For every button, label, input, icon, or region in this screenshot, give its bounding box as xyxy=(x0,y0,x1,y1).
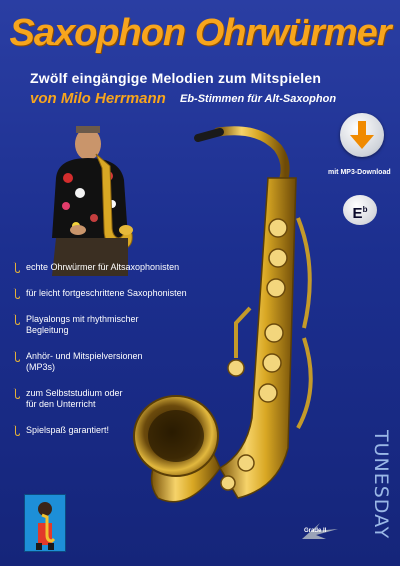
feature-text: echte Ohrwürmer für Altsaxophonisten xyxy=(26,262,180,272)
author-line: von Milo Herrmann xyxy=(30,90,166,107)
saxophone-bullet-icon xyxy=(10,287,21,301)
feature-text: Playalongs mit rhythmischer Begleitung xyxy=(26,314,139,335)
feature-text: für leicht fortgeschrittene Saxophonisten xyxy=(26,288,187,298)
book-title: Saxophon Ohrwürmer xyxy=(9,12,391,54)
saxophone-bullet-icon xyxy=(10,424,21,438)
saxophone-bullet-icon xyxy=(10,261,21,275)
feature-text: zum Selbststudium oder für den Unterricht xyxy=(26,388,123,409)
saxophone-bullet-icon xyxy=(10,350,21,364)
saxophone-bullet-icon xyxy=(10,387,21,401)
author-photo xyxy=(38,118,140,276)
feature-text: Anhör- und Mitspielversionen (MP3s) xyxy=(26,351,143,372)
publisher-logo: TUNESDAY xyxy=(370,430,392,540)
key-badge-flat: b xyxy=(362,205,368,214)
saxophone-bullet-icon xyxy=(10,313,21,327)
grade-label: Grade II xyxy=(304,528,327,534)
feature-text: Spielspaß garantiert! xyxy=(26,425,110,435)
book-subtitle: Zwölf eingängige Melodien zum Mitspielen xyxy=(30,70,322,86)
series-logo xyxy=(24,494,66,552)
mp3-label: mit MP3-Download xyxy=(328,169,391,176)
saxophone-illustration xyxy=(128,118,358,558)
saxophonist-figure-icon xyxy=(25,495,65,551)
key-badge-letter: E xyxy=(352,205,363,222)
voices-line: Eb-Stimmen für Alt-Saxophon xyxy=(180,93,337,105)
